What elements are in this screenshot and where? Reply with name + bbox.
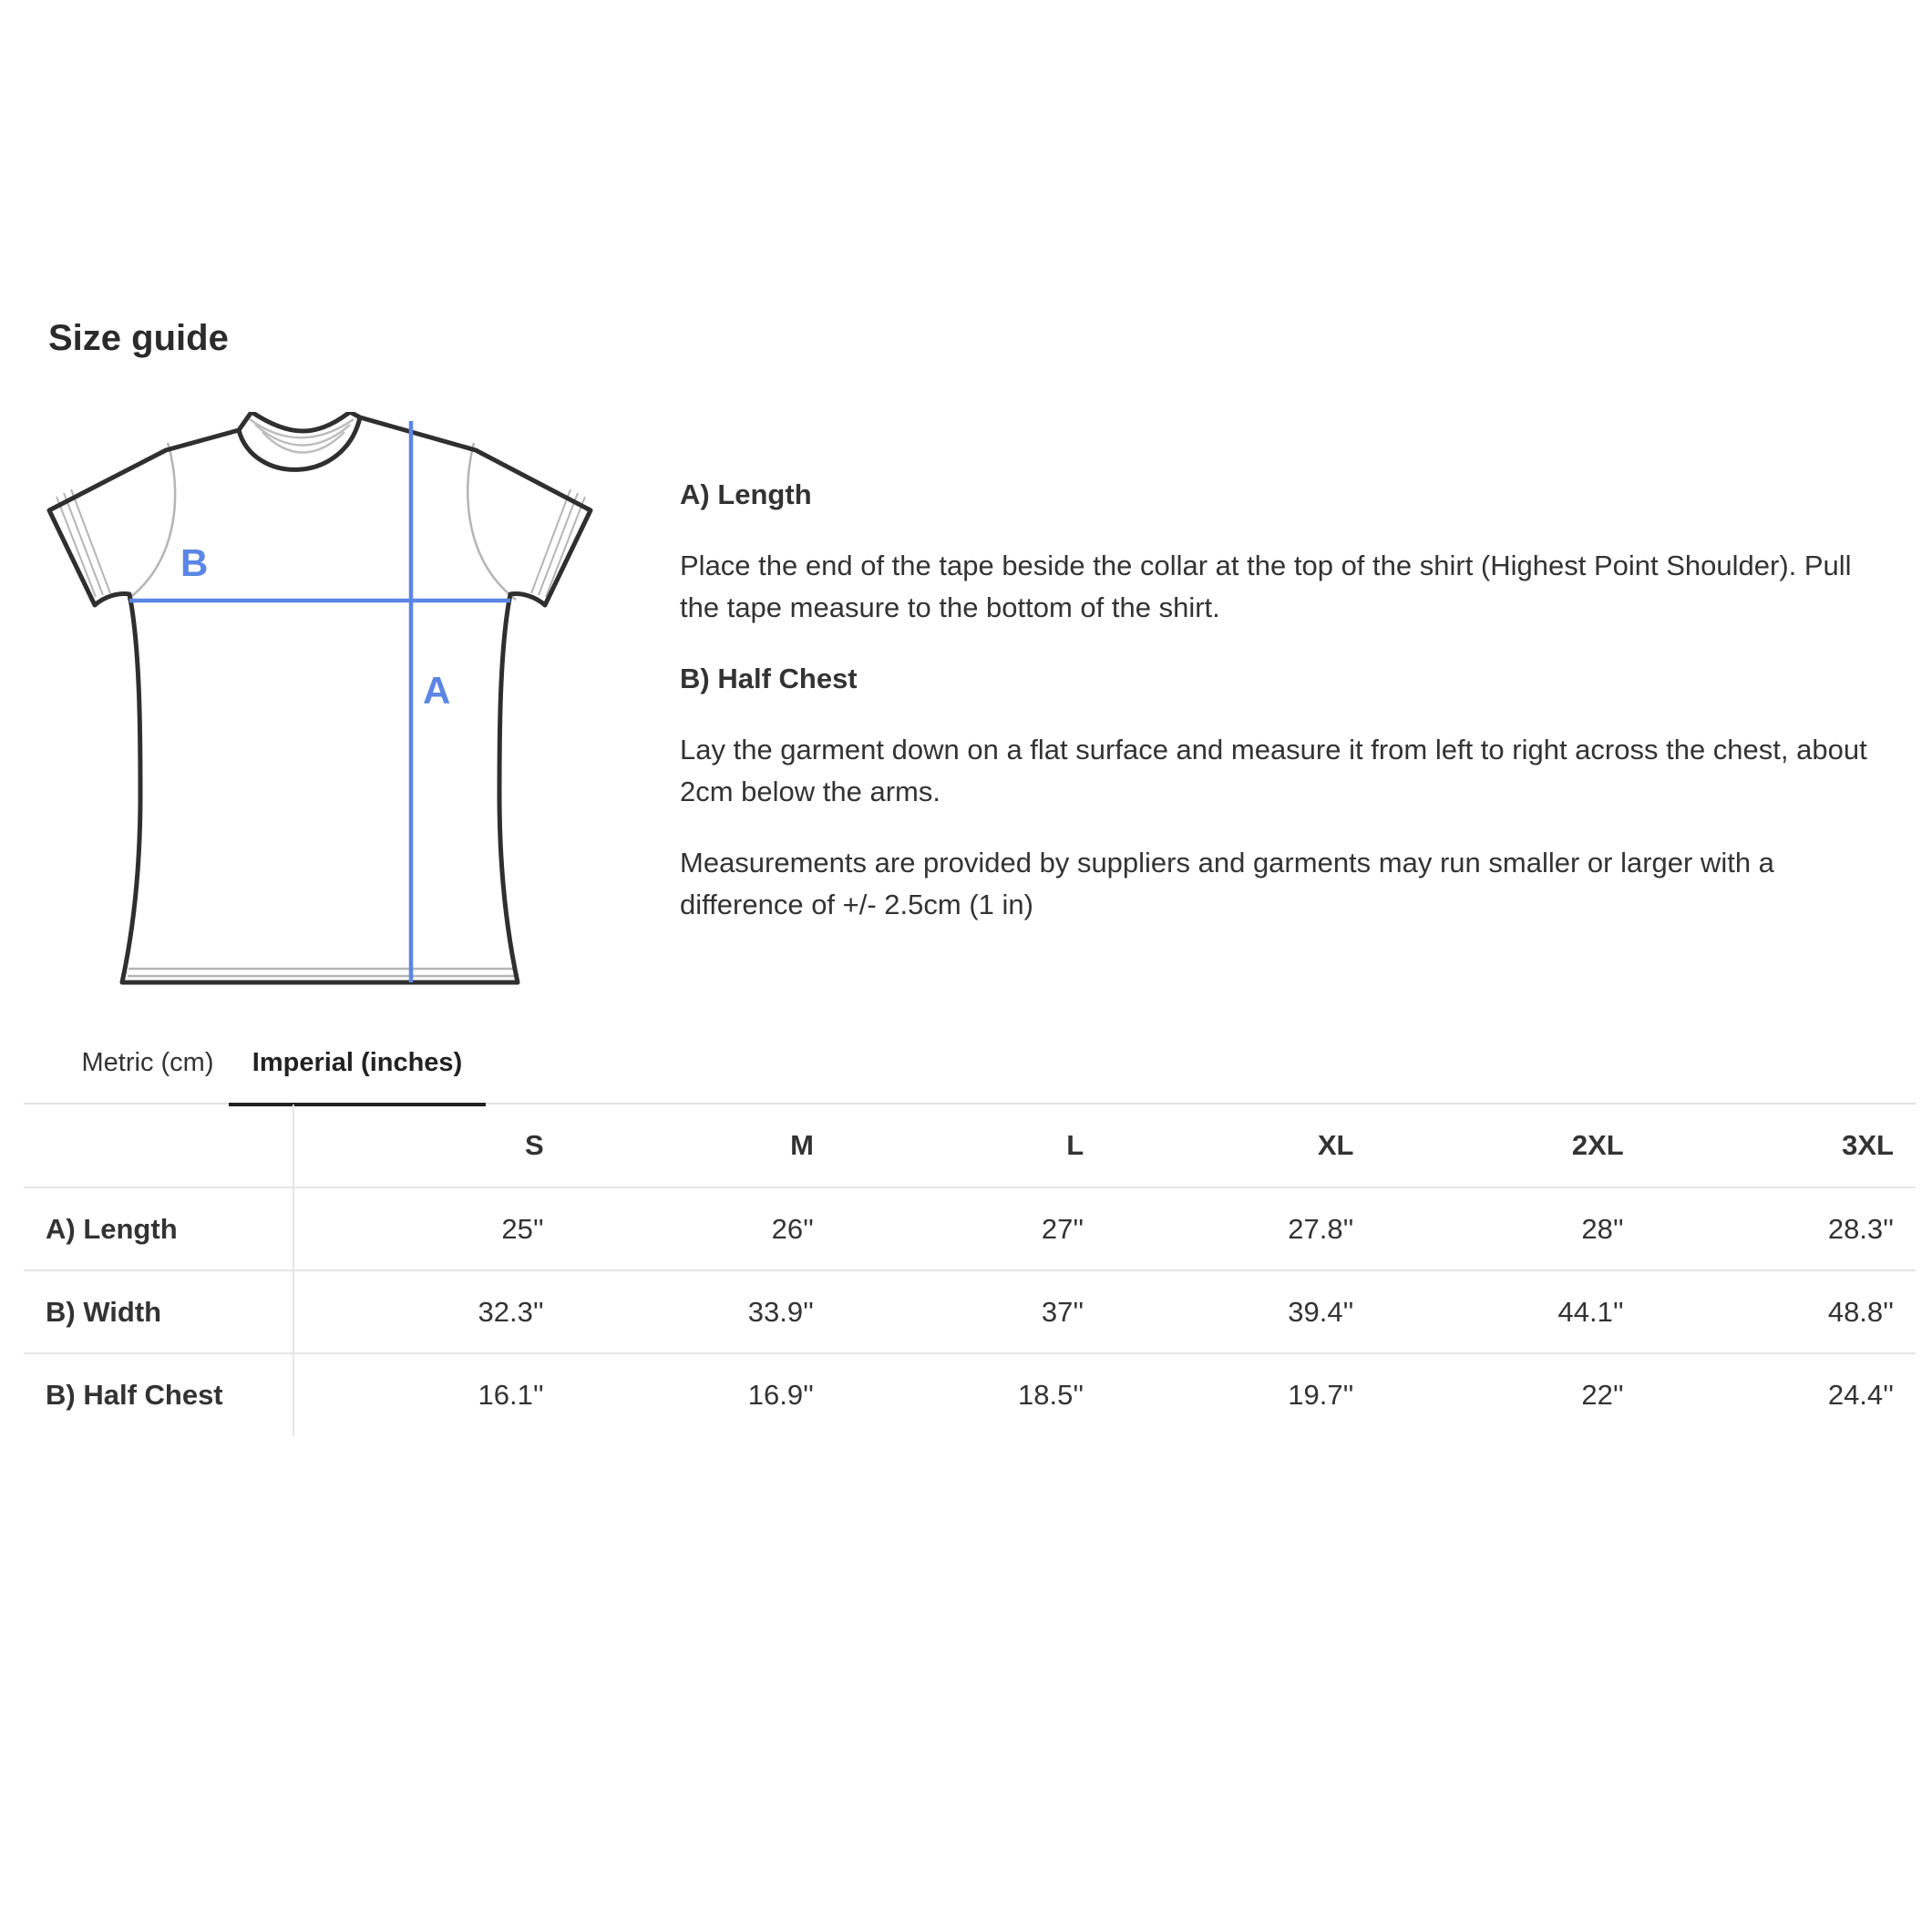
table-cell: 26'' [566,1187,836,1270]
size-header-m: M [566,1105,836,1187]
size-header-row [24,1105,1916,1187]
row-label: B) Width [24,1270,293,1353]
table-cell: 16.9'' [747,1379,814,1411]
table-cell: 24.4'' [1827,1379,1894,1411]
row-label: A) Length [24,1187,293,1270]
chest-heading: B) Half Chest [680,663,858,694]
table-row-length [24,1187,1916,1270]
length-description: Place the end of the tape beside the collar at the top of the shirt (Highest Point Shoulder). Pull the tape measure to the bottom of the shirt. [680,550,1852,623]
chest-description: Lay the garment down on a flat surface and measure it from left to right across the chest, about 2cm below the arms. [680,734,1867,807]
table-cell: 48.8'' [1646,1270,1916,1353]
table-cell: 28.3'' [1646,1187,1916,1270]
table-cell: 37'' [836,1270,1105,1353]
table-cell: 19.7'' [1288,1379,1354,1411]
size-header-l: L [836,1105,1105,1187]
table-cell: 22'' [1581,1379,1624,1411]
size-header-s: S [293,1105,566,1187]
table-cell: 33.9'' [566,1270,836,1353]
shirt-outline [49,412,591,982]
table-cell: 27.8'' [1105,1187,1375,1270]
table-cell: 28'' [1375,1187,1645,1270]
collar-rib-3 [262,432,344,453]
table-cell: 18.5'' [1018,1379,1084,1411]
table-cell: 16.1'' [478,1379,544,1411]
size-header-3xl: 3XL [1646,1105,1916,1187]
table-cell: 27'' [836,1187,1105,1270]
size-header-2xl: 2XL [1375,1105,1645,1187]
unit-tabs [24,1032,1916,1105]
tab-metric[interactable]: Metric (cm) [81,1048,214,1077]
table-row-half-chest [24,1353,1916,1436]
table-cell: 44.1'' [1375,1270,1645,1353]
table-cell: 39.4'' [1105,1270,1375,1353]
length-heading: A) Length [680,478,812,510]
table-cell: 32.3'' [293,1270,566,1353]
table-row-width [24,1270,1916,1353]
tshirt-diagram [44,412,601,992]
measurement-instructions [680,474,1892,955]
collar-rib-2 [255,425,350,446]
tab-imperial[interactable]: Imperial (inches) [229,1032,486,1106]
row-label: B) Half Chest [24,1353,293,1436]
size-header-xl: XL [1105,1105,1375,1187]
measure-label-b: B [180,541,209,584]
page-title: Size guide [48,318,229,358]
measurement-note: Measurements are provided by suppliers and garments may run smaller or larger with a difference of +/- 2.5cm (1 in) [680,847,1774,920]
header-corner [24,1105,293,1187]
table-cell: 25'' [293,1187,566,1270]
measure-label-a: A [423,669,451,712]
size-table [24,1105,1916,1436]
